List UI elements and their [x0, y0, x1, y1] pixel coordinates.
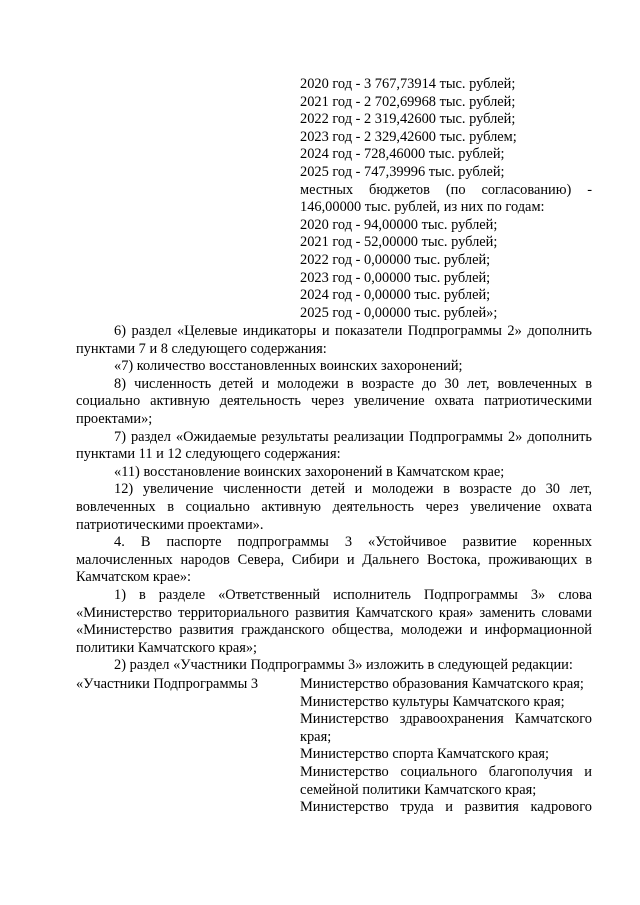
paragraph: 7) раздел «Ожидаемые результаты реализации Подпрограммы 2» дополнить пунктами 11 и 12 следующего содержания:	[76, 428, 592, 463]
participant-item: Министерство социального благополучия и семейной политики Камчатского края;	[300, 763, 592, 798]
local-funding-line: 2022 год - 0,00000 тыс. рублей;	[300, 251, 491, 268]
funding-line: 2024 год - 728,46000 тыс. рублей;	[300, 146, 505, 163]
paragraph: 8) численность детей и молодежи в возрасте до 30 лет, вовлеченных в социально активную деятельность через увеличение охвата патриотическими проектами»;	[76, 375, 592, 427]
participant-item: Министерство здравоохранения Камчатского края;	[300, 711, 592, 745]
local-funding-line: 2021 год - 52,00000 тыс. рублей;	[300, 234, 498, 251]
local-funding-line: 2024 год - 0,00000 тыс. рублей;	[300, 287, 491, 304]
participant-item: Министерство культуры Камчатского края;	[300, 693, 565, 710]
paragraph: 4. В паспорте подпрограммы 3 «Устойчивое развитие коренных малочисленных народов Севера, Сибири и Дальнего Востока, проживающих в Камчатском крае»:	[76, 534, 592, 586]
participant-item: Министерство труда и развития кадрового	[300, 799, 592, 816]
local-funding-line: 2025 год - 0,00000 тыс. рублей»;	[300, 304, 498, 321]
paragraph: 6) раздел «Целевые индикаторы и показатели Подпрограммы 2» дополнить пунктами 7 и 8 следующего содержания:	[76, 323, 592, 357]
funding-line: 2023 год - 2 329,42600 тыс. рублем;	[300, 128, 517, 145]
participants-label: «Участники Подпрограммы 3	[76, 676, 259, 692]
funding-line: 2022 год - 2 319,42600 тыс. рублей;	[300, 111, 516, 128]
participant-item: Министерство спорта Камчатского края;	[300, 746, 550, 763]
document-body	[76, 323, 592, 675]
paragraph: 2) раздел «Участники Подпрограммы 3» изложить в следующей редакции:	[114, 657, 573, 674]
local-budgets-line: местных бюджетов (по согласованию) -	[300, 181, 592, 198]
paragraph: «11) восстановление воинских захоронений в Камчатском крае;	[114, 463, 505, 480]
paragraph: «7) количество восстановленных воинских захоронений;	[114, 358, 463, 375]
participant-item: Министерство образования Камчатского края;	[300, 676, 584, 692]
funding-line: 2025 год - 747,39996 тыс. рублей;	[300, 163, 505, 180]
local-funding-line: 2023 год - 0,00000 тыс. рублей;	[300, 269, 491, 286]
local-budgets-line: 146,00000 тыс. рублей, из них по годам:	[300, 199, 545, 216]
funding-line: 2020 год - 3 767,73914 тыс. рублей;	[300, 76, 516, 92]
paragraph: 12) увеличение численности детей и молодежи в возрасте до 30 лет, вовлеченных в социально активную деятельность через увеличение охвата патриотическими проектами».	[76, 481, 592, 533]
funding-list	[300, 76, 592, 322]
local-funding-line: 2020 год - 94,00000 тыс. рублей;	[300, 216, 498, 233]
funding-line: 2021 год - 2 702,69968 тыс. рублей;	[300, 93, 516, 110]
participants-list	[300, 676, 592, 817]
paragraph: 1) в разделе «Ответственный исполнитель Подпрограммы 3» слова «Министерство территориального развития Камчатского края» заменить словами «Министерство развития гражданского общества, молодежи и информационной политики Камчатского края»;	[76, 586, 592, 656]
